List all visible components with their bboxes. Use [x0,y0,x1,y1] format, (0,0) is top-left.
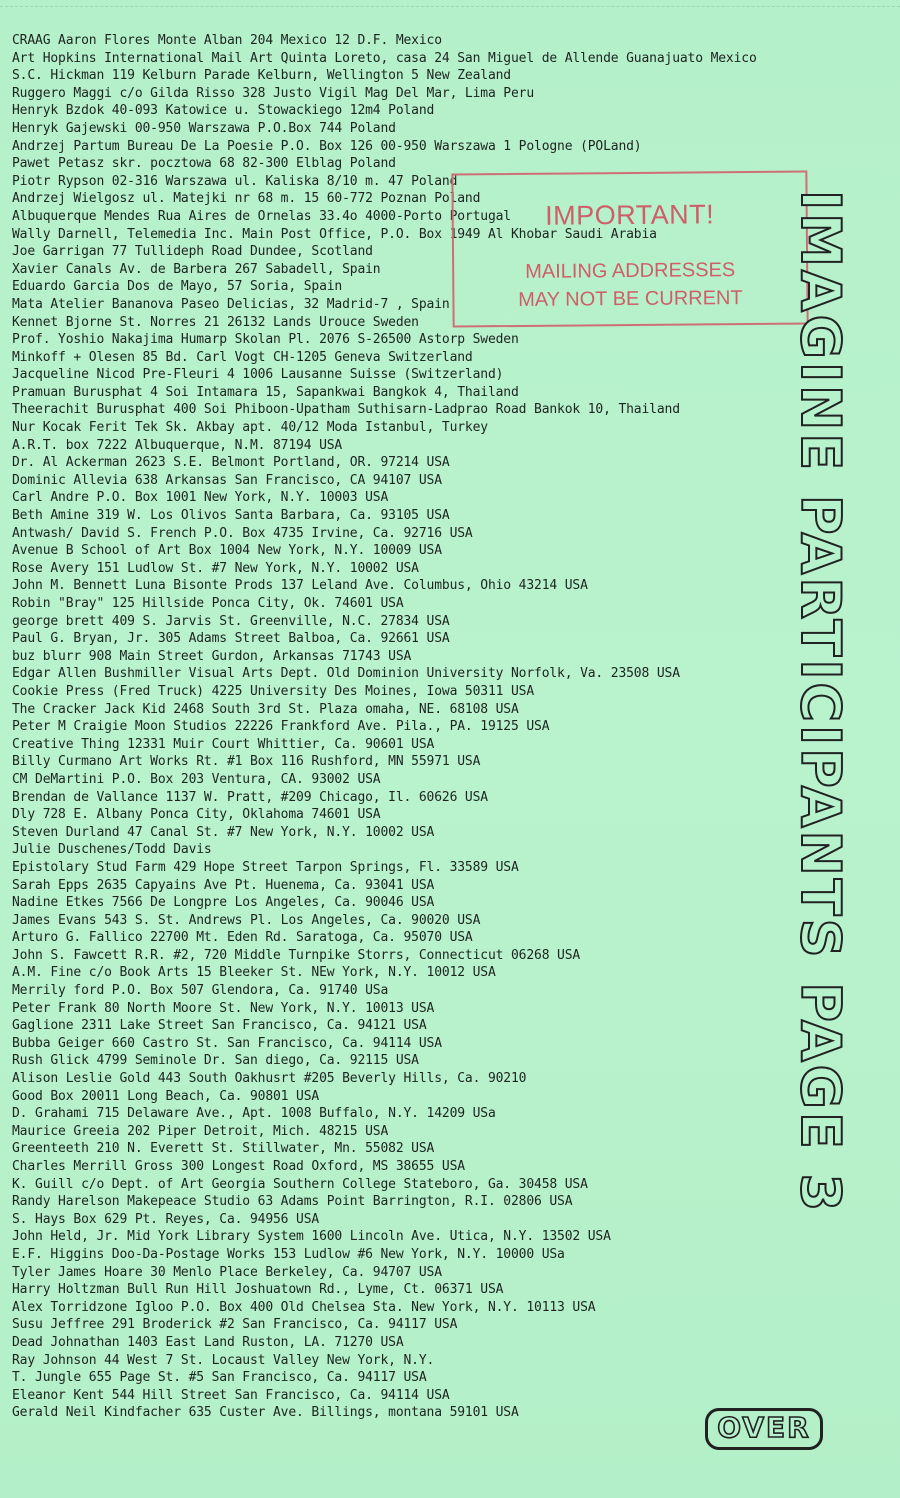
address-entry: Andrzej Wielgosz ul. Matejki nr 68 m. 15 60-772 Poznan Poland [12,191,481,207]
address-entry: george brett 409 S. Jarvis St. Greenville, N.C. 27834 USA [12,613,450,629]
address-entry: Minkoff + Olesen 85 Bd. Carl Vogt CH-1205 Geneva Switzerland [12,349,473,365]
address-entry: Joe Garrigan 77 Tullideph Road Dundee, Scotland [12,244,373,260]
address-entry: Pawet Petasz skr. pocztowa 68 82-300 Elblag Poland [12,156,396,172]
address-entry: T. Jungle 655 Page St. #5 San Francisco, Ca. 94117 USA [12,1370,427,1386]
address-entry: Sarah Epps 2635 Capyains Ave Pt. Huenema, Ca. 93041 USA [12,877,435,893]
address-entry: buz blurr 908 Main Street Gurdon, Arkansas 71743 USA [12,648,412,664]
address-entry: Art Hopkins International Mail Art Quinta Loreto, casa 24 San Miguel de Allende Guanajuato Mexico [12,50,757,66]
address-entry: Mata Atelier Bananova Paseo Delicias, 32 Madrid-7 , Spain [12,296,450,312]
address-entry: Eleanor Kent 544 Hill Street San Francisco, Ca. 94114 USA [12,1387,450,1403]
address-entry: CM DeMartini P.O. Box 203 Ventura, CA. 93002 USA [12,771,381,787]
address-entry: Arturo G. Fallico 22700 Mt. Eden Rd. Saratoga, Ca. 95070 USA [12,930,473,946]
address-entry: Jacqueline Nicod Pre-Fleuri 4 1006 Lausanne Suisse (Switzerland) [12,367,504,383]
address-entry: Antwash/ David S. French P.O. Box 4735 Irvine, Ca. 92716 USA [12,525,473,541]
address-entry: Henryk Bzdok 40-093 Katowice u. Stowackiego 12m4 Poland [12,103,435,119]
stamp-line-mailing-addresses: MAILING ADDRESSES [525,259,736,283]
address-entry: Epistolary Stud Farm 429 Hope Street Tarpon Springs, Fl. 33589 USA [12,859,519,875]
address-entry: Creative Thing 12331 Muir Court Whittier, Ca. 90601 USA [12,736,435,752]
address-entry: John M. Bennett Luna Bisonte Prods 137 Leland Ave. Columbus, Ohio 43214 USA [12,578,588,594]
important-stamp [451,170,808,327]
address-entry: Eduardo Garcia Dos de Mayo, 57 Soria, Spain [12,279,343,295]
address-entry: Xavier Canals Av. de Barbera 267 Sabadell, Spain [12,261,381,277]
address-entry: Nadine Etkes 7566 De Longpre Los Angeles, Ca. 90046 USA [12,895,435,911]
address-entry: Ray Johnson 44 West 7 St. Locaust Valley New York, N.Y. [12,1352,435,1368]
address-entry: D. Grahami 715 Delaware Ave., Apt. 1008 Buffalo, N.Y. 14209 USa [12,1106,496,1122]
address-entry: Ruggero Maggi c/o Gilda Risso 328 Justo Vigil Mag Del Mar, Lima Peru [12,85,535,101]
address-entry: Peter Frank 80 North Moore St. New York, N.Y. 10013 USA [12,1000,435,1016]
address-entry: Kennet Bjorne St. Norres 21 26132 Lands Urouce Sweden [12,314,419,330]
address-entry: Charles Merrill Gross 300 Longest Road Oxford, MS 38655 USA [12,1159,465,1174]
address-entry: Dominic Allevia 638 Arkansas San Francisco, CA 94107 USA [12,472,442,488]
address-entry: Edgar Allen Bushmiller Visual Arts Dept. Old Dominion University Norfolk, Va. 23508 USA [12,666,680,682]
address-entry: Maurice Greeia 202 Piper Detroit, Mich. 48215 USA [12,1123,389,1139]
address-entry: John S. Fawcett R.R. #2, 720 Middle Turnpike Storrs, Connecticut 06268 USA [12,947,581,963]
address-entry: A.M. Fine c/o Book Arts 15 Bleeker St. NEw York, N.Y. 10012 USA [12,965,496,981]
address-entry: Gaglione 2311 Lake Street San Francisco, Ca. 94121 USA [12,1018,427,1034]
address-entry: Gerald Neil Kindfacher 635 Custer Ave. Billings, montana 59101 USA [12,1405,519,1421]
address-entry: Tyler James Hoare 30 Menlo Place Berkeley, Ca. 94707 USA [12,1264,442,1280]
address-entry: Susu Jeffree 291 Broderick #2 San Francisco, Ca. 94117 USA [12,1317,458,1333]
address-entry: Wally Darnell, Telemedia Inc. Main Post Office, P.O. Box 1949 Al Khobar Saudi Arabia [12,226,657,242]
address-entry: A.R.T. box 7222 Albuquerque, N.M. 87194 USA [12,437,343,453]
address-entry: CRAAG Aaron Flores Monte Alban 204 Mexico 12 D.F. Mexico [12,33,442,48]
address-entry: E.F. Higgins Doo-Da-Postage Works 153 Ludlow #6 New York, N.Y. 10000 USa [12,1246,565,1262]
address-entry: James Evans 543 S. St. Andrews Pl. Los Angeles, Ca. 90020 USA [12,912,481,928]
address-entry: Alex Torridzone Igloo P.O. Box 400 Old Chelsea Sta. New York, N.Y. 10113 USA [12,1299,596,1315]
address-entry: Peter M Craigie Moon Studios 22226 Frankford Ave. Pila., PA. 19125 USA [12,719,550,735]
address-entry: Avenue B School of Art Box 1004 New York, N.Y. 10009 USA [12,543,442,559]
address-entry: Brendan de Vallance 1137 W. Pratt, #209 Chicago, Il. 60626 USA [12,789,488,805]
stamp-line-may-not-be-current: MAY NOT BE CURRENT [518,287,743,311]
address-entry: Theerachit Burusphat 400 Soi Phiboon-Upatham Suthisarn-Ladprao Road Bankok 10, Thailand [12,402,680,418]
address-entry: Nur Kocak Ferit Tek Sk. Akbay apt. 40/12 Moda Istanbul, Turkey [12,420,488,436]
address-entry: The Cracker Jack Kid 2468 South 3rd St. Plaza omaha, NE. 68108 USA [12,701,519,717]
address-entry: Dr. Al Ackerman 2623 S.E. Belmont Portland, OR. 97214 USA [12,455,450,471]
address-entry: Dead Johnathan 1403 East Land Ruston, LA. 71270 USA [12,1334,404,1350]
address-entry: Julie Duschenes/Todd Davis [12,842,212,858]
address-entry: Piotr Rypson 02-316 Warszawa ul. Kaliska 8/10 m. 47 Poland [12,173,458,189]
over-badge: OVER [705,1408,823,1450]
address-entry: Harry Holtzman Bull Run Hill Joshuatown Rd., Lyme, Ct. 06371 USA [12,1282,504,1298]
address-entry: K. Guill c/o Dept. of Art Georgia Southern College Stateboro, Ga. 30458 USA [12,1176,588,1192]
address-entry: Dly 728 E. Albany Ponca City, Oklahoma 74601 USA [12,807,381,823]
address-entry: Bubba Geiger 660 Castro St. San Francisco, Ca. 94114 USA [12,1035,442,1051]
address-entry: Greenteeth 210 N. Everett St. Stillwater, Mn. 55082 USA [12,1141,435,1157]
address-entry: Billy Curmano Art Works Rt. #1 Box 116 Rushford, MN 55971 USA [12,754,481,770]
address-entry: Beth Amine 319 W. Los Olivos Santa Barbara, Ca. 93105 USA [12,508,450,524]
address-entry: S.C. Hickman 119 Kelburn Parade Kelburn, Wellington 5 New Zealand [12,68,511,84]
address-entry: Steven Durland 47 Canal St. #7 New York, N.Y. 10002 USA [12,824,435,840]
address-entry: Carl Andre P.O. Box 1001 New York, N.Y. 10003 USA [12,490,389,506]
address-entry: Rose Avery 151 Ludlow St. #7 New York, N.Y. 10002 USA [12,560,419,576]
address-entry: Robin "Bray" 125 Hillside Ponca City, Ok. 74601 USA [12,596,404,611]
side-title: IMAGINE PARTICIPANTS PAGE 3 [789,190,852,1215]
stamp-heading: IMPORTANT! [545,199,715,231]
address-entry: Andrzej Partum Bureau De La Poesie P.O. Box 126 00-950 Warszawa 1 Pologne (POLand) [12,138,642,154]
address-entry: John Held, Jr. Mid York Library System 1600 Lincoln Ave. Utica, N.Y. 13502 USA [12,1229,611,1245]
address-entry: Randy Harelson Makepeace Studio 63 Adams Point Barrington, R.I. 02806 USA [12,1194,573,1210]
address-entry: Henryk Gajewski 00-950 Warszawa P.O.Box 744 Poland [12,120,396,136]
address-entry: S. Hays Box 629 Pt. Reyes, Ca. 94956 USA [12,1211,320,1227]
address-entry: Alison Leslie Gold 443 South Oakhusrt #205 Beverly Hills, Ca. 90210 [12,1071,527,1087]
address-entry: Paul G. Bryan, Jr. 305 Adams Street Balboa, Ca. 92661 USA [12,631,450,647]
address-entry: Pramuan Burusphat 4 Soi Intamara 15, Sapankwai Bangkok 4, Thailand [12,384,519,400]
address-entry: Rush Glick 4799 Seminole Dr. San diego, Ca. 92115 USA [12,1053,419,1069]
address-entry: Good Box 20011 Long Beach, Ca. 90801 USA [12,1088,320,1104]
address-entry: Albuquerque Mendes Rua Aires de Ornelas 33.4o 4000-Porto Portugal [12,208,511,224]
address-entry: Cookie Press (Fred Truck) 4225 University Des Moines, Iowa 50311 USA [12,683,535,699]
address-entry: Prof. Yoshio Nakajima Humarp Skolan Pl. 2076 S-26500 Astorp Sweden [12,332,519,348]
paper-top-edge [0,0,900,7]
address-entry: Merrily ford P.O. Box 507 Glendora, Ca. 91740 USa [12,983,389,999]
